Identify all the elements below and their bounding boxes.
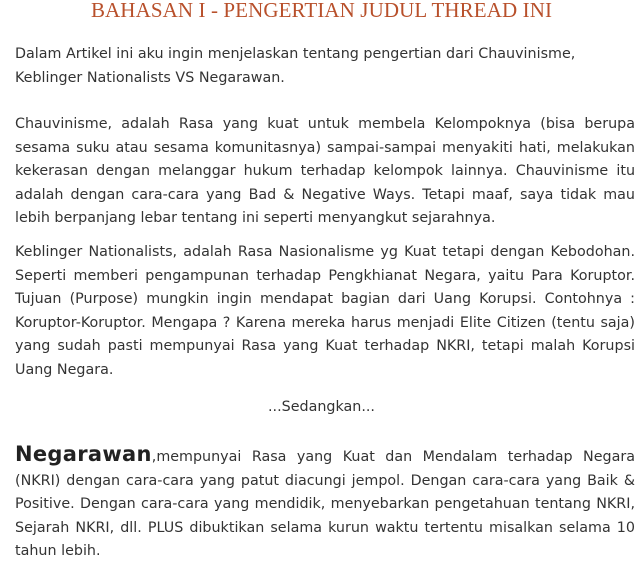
negarawan-paragraph [15, 443, 635, 564]
intro-paragraph: Dalam Artikel ini aku ingin menjelaskan tentang pengertian dari Chauvinisme, Keblinger Nationalists VS Negarawan. [15, 46, 576, 86]
article-heading: BAHASAN I - PENGERTIAN JUDUL THREAD INI [90, 0, 553, 22]
negarawan-text: ,mempunyai Rasa yang Kuat dan Mendalam terhadap Negara (NKRI) dengan cara-cara yang patut diacungi jempol. Dengan cara-cara yang Baik & Positive. Dengan cara-cara yang mendidik, menyebarkan pengetahuan tentang NKRI, Sejarah NKRI, dll. PLUS dibuktikan selama kurun waktu tertentu misalkan selama 10 tahun lebih. [15, 449, 635, 559]
separator-text: ...Sedangkan... [268, 399, 375, 415]
negarawan-term: Negarawan [15, 442, 152, 466]
keblinger-paragraph: Keblinger Nationalists, adalah Rasa Nasionalisme yg Kuat tetapi dengan Kebodohan. Seperti memberi pengampunan terhadap Pengkhianat Negara, yaitu Para Koruptor. Tujuan (Purpose) mungkin ingin mendapat bagian dari Uang Korupsi. Contohnya : Koruptor-Koruptor. Mengapa ? Karena mereka harus menjadi Elite Citizen (tentu saja) yang sudah pasti mempunyai Rasa yang Kuat terhadap NKRI, tetapi malah Korupsi Uang Negara. [15, 244, 635, 378]
chauvinisme-paragraph: Chauvinisme, adalah Rasa yang kuat untuk membela Kelompoknya (bisa berupa sesama suku atau sesama komunitasnya) sampai-sampai menyakiti hati, melakukan kekerasan dengan melanggar hukum terhadap kelompok lainnya. Chauvinisme itu adalah dengan cara-cara yang Bad & Negative Ways. Tetapi maaf, saya tidak mau lebih berpanjang lebar tentang ini seperti menyangkut sejarahnya. [15, 116, 635, 226]
